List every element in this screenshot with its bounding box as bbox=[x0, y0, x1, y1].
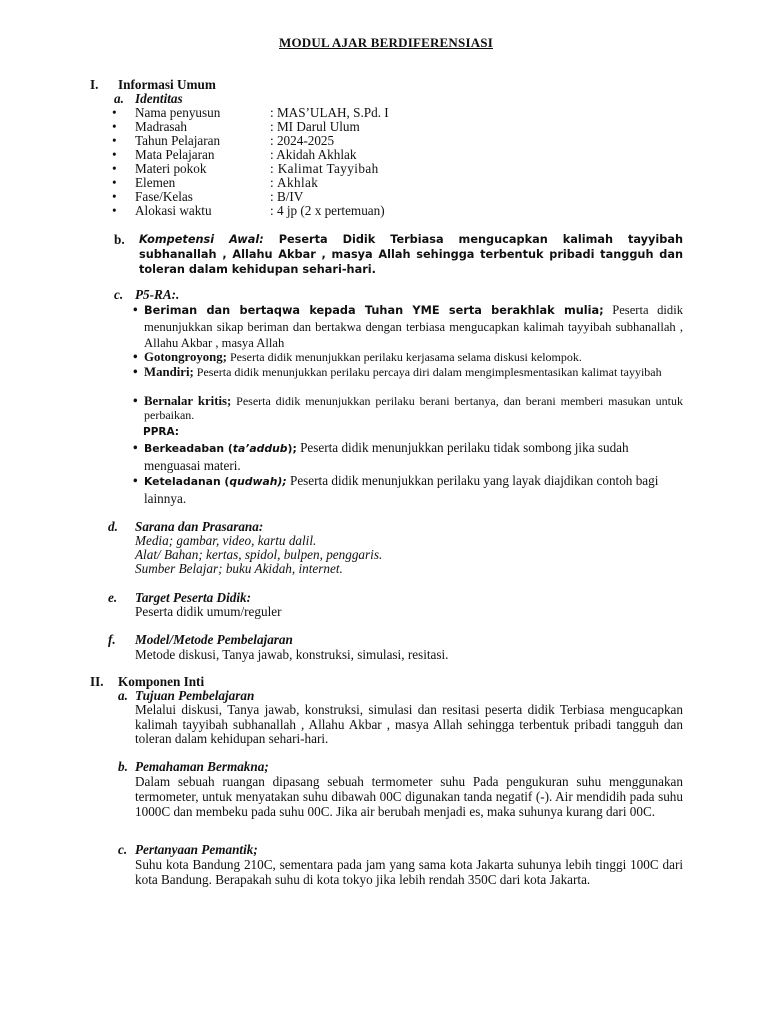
subsection-2a-label: a. bbox=[118, 688, 128, 703]
bullet-icon: • bbox=[133, 302, 138, 317]
subsection-1a-label: a. bbox=[114, 91, 124, 106]
target-text: Peserta didik umum/reguler bbox=[135, 604, 282, 619]
subsection-2b-heading: Pemahaman Bermakna; bbox=[135, 759, 269, 774]
subsection-1b-label: b. bbox=[114, 232, 125, 247]
bullet-icon: • bbox=[133, 364, 138, 379]
p5-item-beriman: • Beriman dan bertaqwa kepada Tuhan YME serta berakhlak mulia; Peserta didik menunjukkan sikap beriman dan bertakwa dengan terbiasa mengucapkan kalimah tayyibah subhanallah , Allahu Akbar , masya Allah bbox=[133, 302, 683, 351]
subsection-2c-heading: Pertanyaan Pemantik; bbox=[135, 842, 258, 857]
pemantik-text: Suhu kota Bandung 210C, sementara pada jam yang sama kota Jakarta suhunya lebih tinggi 100C dari kota Bandung. Berapakah suhu di kota tokyo jika lebih rendah 350C dari kota Jakarta. bbox=[135, 857, 683, 887]
bullet-icon: • bbox=[133, 440, 138, 455]
ppra-item-berkeadaban: • Berkeadaban (ta’addub); Peserta didik menunjukkan perilaku tidak sombong jika sudah menguasai materi. bbox=[133, 440, 629, 473]
section-1-number: I. bbox=[90, 77, 99, 92]
bullet-icon: • bbox=[133, 349, 138, 364]
competency-heading: Kompetensi Awal: bbox=[139, 233, 264, 246]
pemahaman-text: Dalam sebuah ruangan dipasang sebuah termometer suhu Pada pengukuran suhu menggunakan termometer, untuk menyatakan suhu dibawah 00C digunakan tanda negatif (-). Air mendidih pada suhu 1000C dan membeku pada suhu 00C. Jika air berubah menjadi es, maka suhunya kurang dari 00C. bbox=[135, 774, 683, 819]
section-2-heading: Komponen Inti bbox=[118, 674, 205, 689]
ppra-item-keteladanan: • Keteladanan (qudwah); Peserta didik menunjukkan perilaku yang layak diajdikan contoh bagi lainnya. bbox=[133, 473, 659, 506]
p5-item-mandiri: • Mandiri; Peserta didik menunjukkan perilaku percaya diri dalam mengimplesmentasikan kalimat tayyibah bbox=[133, 364, 662, 379]
subsection-2a-heading: Tujuan Pembelajaran bbox=[135, 688, 255, 703]
subsection-1a-heading: Identitas bbox=[135, 91, 183, 106]
subsection-1d-heading: Sarana dan Prasarana: bbox=[135, 519, 264, 534]
subsection-1f-label: f. bbox=[108, 632, 116, 647]
bullet-icon: • bbox=[133, 473, 138, 488]
p5-item-bernalar: • Bernalar kritis; Peserta didik menunjukkan perilaku berani bertanya, dan berani memberi masukan untuk perbaikan. bbox=[133, 393, 683, 422]
subsection-1f-heading: Model/Metode Pembelajaran bbox=[135, 632, 293, 647]
document-title: MODUL AJAR BERDIFERENSIASI bbox=[279, 35, 493, 50]
ppra-heading: PPRA: bbox=[143, 426, 179, 438]
section-2-number: II. bbox=[90, 674, 104, 689]
competency-text: Peserta Didik Terbiasa mengucapkan kalimah tayyibah subhanallah , Allahu Akbar , masya Allah sehingga terbentuk pribadi tangguh dan toleran dalam kehidupan sehari-hari. bbox=[139, 233, 683, 276]
bullet-icon: • bbox=[133, 393, 138, 408]
model-text: Metode diskusi, Tanya jawab, konstruksi, simulasi, resitasi. bbox=[135, 647, 449, 662]
section-1-heading: Informasi Umum bbox=[118, 77, 216, 92]
sarana-media: Media; gambar, video, kartu dalil. bbox=[135, 533, 317, 548]
bullet-icon bbox=[112, 204, 126, 219]
sarana-alat: Alat/ Bahan; kertas, spidol, bulpen, penggaris. bbox=[135, 547, 383, 562]
subsection-1d-label: d. bbox=[108, 519, 118, 534]
subsection-1e-label: e. bbox=[108, 590, 118, 605]
sarana-sumber: Sumber Belajar; buku Akidah, internet. bbox=[135, 561, 343, 576]
p5-item-gotongroyong: • Gotongroyong; Peserta didik menunjukkan perilaku kerjasama selama diskusi kelompok. bbox=[133, 349, 582, 364]
tujuan-text: Melalui diskusi, Tanya jawab, konstruksi, simulasi dan resitasi peserta didik Terbiasa mengucapkan kalimah tayyibah subhanallah , Allahu Akbar , masya Allah sehingga terbentuk pribadi tangguh dan toleran dalam kehidupan sehari-hari. bbox=[135, 702, 683, 747]
document-page: MODUL AJAR BERDIFERENSIASI I. Informasi Umum a. Identitas • Nama penyusun : MAS’ULAH, S.Pd. I • Madrasah : MI Darul Ulum • Tahun Pelajaran : 2024-2025 • Mata Pelajaran : Akidah Akhlak • Materi pokok : Kalimat Tayyibah • Elemen : Akhlak • Fase/Kelas : B/IV • Alokasi waktu : 4 jp (2 x pertemuan) b. Kompetensi Awal: Peserta Didik Terbiasa mengucapkan kalimah tayyibah subhanallah , Allahu Akbar , masya Allah sehingga terbentuk pribadi tangguh dan toleran dalam kehidupan sehari-hari. c. P5-RA:. • Beriman dan bertaqwa kepada Tuhan YME serta berakhlak mulia; Peserta didik menunjukkan sikap beriman dan bertakwa dengan terbiasa mengucapkan kalimah tayyibah subhanallah , Allahu Akbar , masya Allah • Gotongroyong; Peserta didik menunjukkan perilaku kerjasama selama diskusi kelompok. • Mandiri; Peserta didik menunjukkan perilaku percaya diri dalam mengimplesmentasikan kalimat tayyibah • Bernalar kritis; Peserta didik menunjukkan perilaku berani bertanya, dan berani memberi masukan untuk perbaikan. PPRA: • Berkeadaban (ta’addub); Peserta didik menunjukkan perilaku tidak sombong jika sudah menguasai materi. • Keteladanan (qudwah); Peserta didik menunjukkan perilaku yang layak diajdikan contoh bagi lainnya. d. Sarana dan Prasarana: Media; gambar, video, kartu dalil. Alat/ Bahan; kertas, spidol, bulpen, penggaris. Sumber Belajar; buku Akidah, internet. e. Target Peserta Didik: Peserta didik umum/reguler f. Model/Metode Pembelajaran Metode diskusi, Tanya jawab, konstruksi, simulasi, resitasi. II. Komponen Inti a. Tujuan Pembelajaran Melalui diskusi, Tanya jawab, konstruksi, simulasi dan resitasi peserta didik Terbiasa mengucapkan kalimah tayyibah subhanallah , Allahu Akbar , masya Allah sehingga terbentuk pribadi tangguh dan toleran dalam kehidupan sehari-hari. b. Pemahaman Bermakna; Dalam sebuah ruangan dipasang sebuah termometer suhu Pada pengukuran suhu menggunakan termometer, untuk menyatakan suhu dibawah 00C digunakan tanda negatif (-). Air mendidih pada suhu 1000C dan membeku pada suhu 00C. Jika air berubah menjadi es, maka suhunya kurang dari 00C. c. Pertanyaan Pemantik; Suhu kota Bandung 210C, sementara pada jam yang sama kota Jakarta suhunya lebih tinggi 100C dari kota Bandung. Berapakah suhu di kota tokyo jika lebih rendah 350C dari kota Jakarta. bbox=[0, 0, 768, 1024]
competency-paragraph bbox=[139, 232, 683, 277]
subsection-1c-label: c. bbox=[114, 287, 124, 302]
subsection-1c-heading: P5-RA:. bbox=[135, 287, 180, 302]
subsection-1e-heading: Target Peserta Didik: bbox=[135, 590, 251, 605]
subsection-2c-label: c. bbox=[118, 842, 128, 857]
subsection-2b-label: b. bbox=[118, 759, 128, 774]
